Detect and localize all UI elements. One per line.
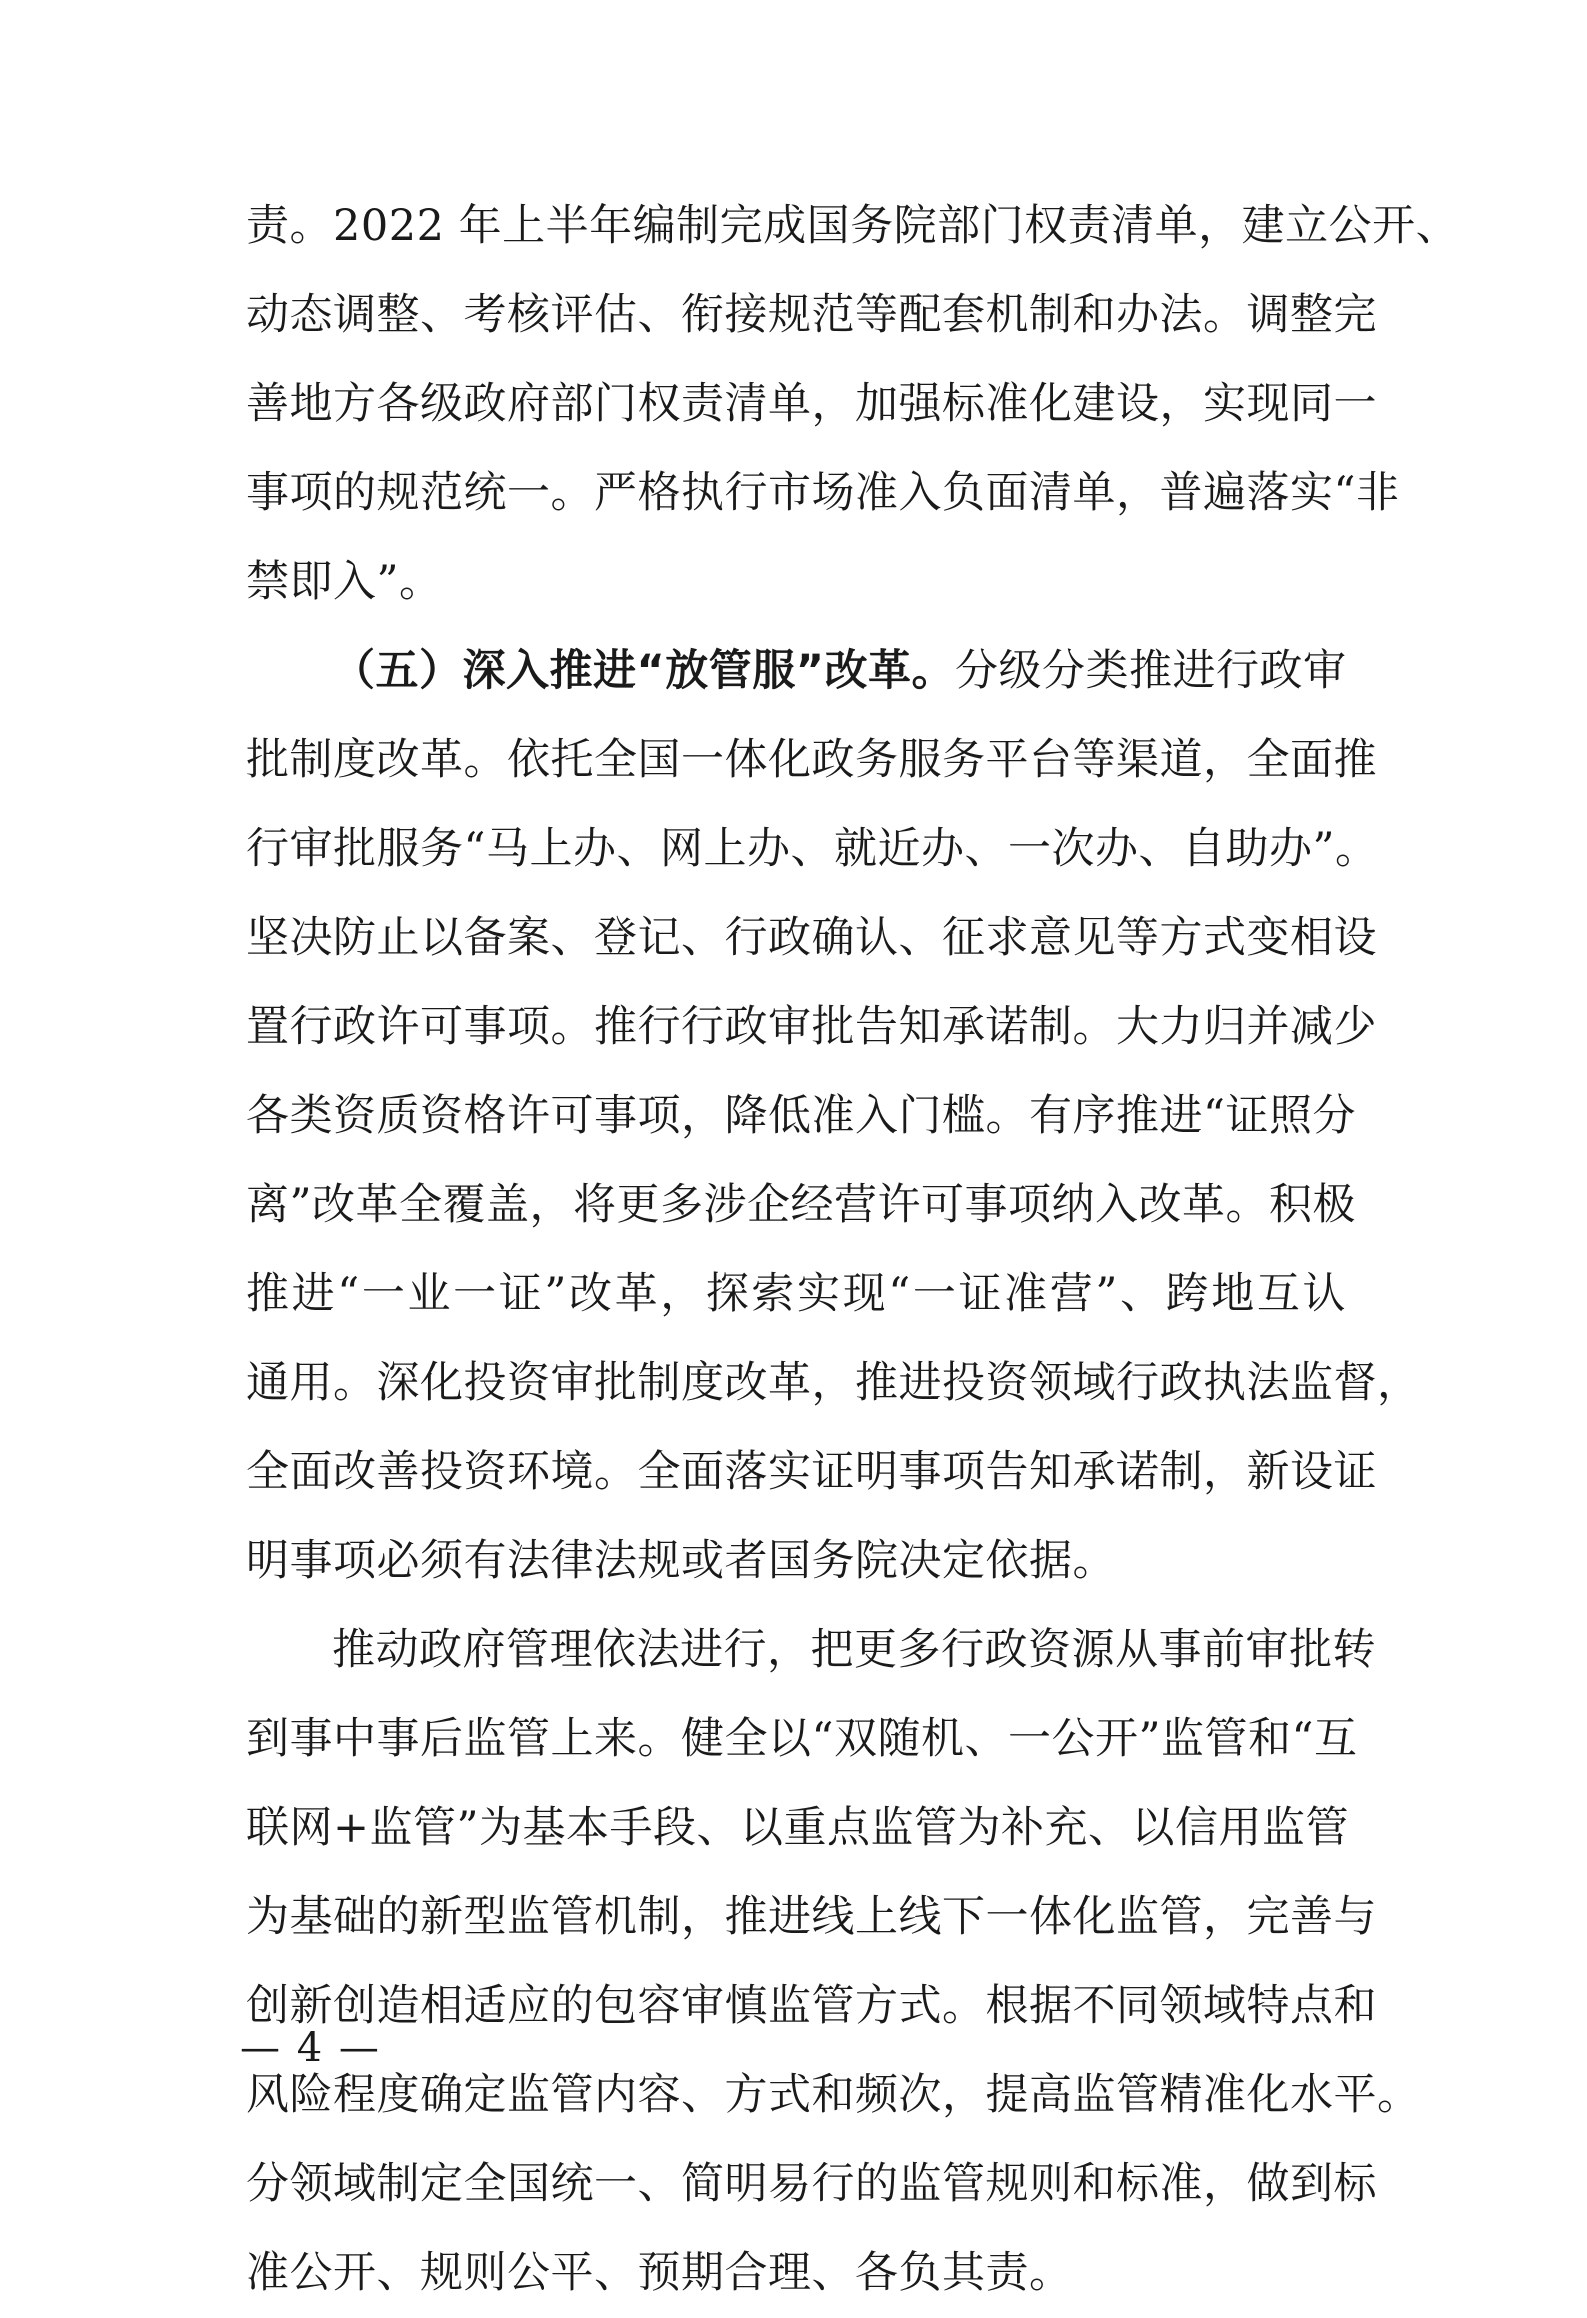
- text-line: 善地方各级政府部门权责清单，加强标准化建设，实现同一: [246, 379, 1377, 429]
- text-line: 置行政许可事项。推行行政审批告知承诺制。大力归并减少: [246, 1002, 1377, 1052]
- text-line: 分领域制定全国统一、简明易行的监管规则和标准，做到标: [246, 2159, 1377, 2209]
- text-line: 责。2022 年上半年编制完成国务院部门权责清单，建立公开、: [246, 201, 1460, 251]
- text-line: 全面改善投资环境。全面落实证明事项告知承诺制，新设证: [246, 1447, 1377, 1497]
- page-number: — 4 —: [240, 2025, 381, 2071]
- text-line: 推进“一业一证”改革，探索实现“一证准营”、跨地互认: [246, 1269, 1346, 1319]
- section-heading: （五）深入推进“放管服”改革。: [332, 646, 956, 696]
- text-line: 禁即入”。: [246, 557, 443, 607]
- text-line: 坚决防止以备案、登记、行政确认、征求意见等方式变相设: [246, 913, 1377, 963]
- text-line: 通用。深化投资审批制度改革，推进投资领域行政执法监督，: [246, 1358, 1421, 1408]
- text-line: 行审批服务“马上办、网上办、就近办、一次办、自助办”。: [246, 824, 1379, 874]
- text-line: 准公开、规则公平、预期合理、各负其责。: [246, 2248, 1073, 2298]
- text-line: 批制度改革。依托全国一体化政务服务平台等渠道，全面推: [246, 735, 1377, 785]
- text-line: 创新创造相适应的包容审慎监管方式。根据不同领域特点和: [246, 1981, 1377, 2031]
- text-line: 联网+监管”为基本手段、以重点监管为补充、以信用监管: [246, 1803, 1350, 1853]
- text-line: 到事中事后监管上来。健全以“双随机、一公开”监管和“互: [246, 1714, 1358, 1764]
- text-line: 事项的规范统一。严格执行市场准入负面清单，普遍落实“非: [246, 468, 1400, 518]
- text-line: 各类资质资格许可事项，降低准入门槛。有序推进“证照分: [246, 1091, 1356, 1141]
- document-body: [246, 182, 1460, 2318]
- paragraph-1: [246, 182, 1460, 627]
- paragraph-3: [246, 1606, 1421, 2318]
- text-line: 风险程度确定监管内容、方式和频次，提高监管精准化水平。: [246, 2070, 1421, 2120]
- text-line: 明事项必须有法律法规或者国务院决定依据。: [246, 1536, 1116, 1586]
- paragraph-2: [246, 627, 1421, 1606]
- text-run: 分级分类推进行政审: [955, 646, 1347, 696]
- text-line: 离”改革全覆盖，将更多涉企经营许可事项纳入改革。积极: [246, 1180, 1356, 1230]
- text-line: 为基础的新型监管机制，推进线上线下一体化监管，完善与: [246, 1892, 1377, 1942]
- text-line: 动态调整、考核评估、衔接规范等配套机制和办法。调整完: [246, 290, 1377, 340]
- text-line: [246, 627, 1346, 716]
- text-line: 推动政府管理依法进行，把更多行政资源从事前审批转: [332, 1625, 1376, 1675]
